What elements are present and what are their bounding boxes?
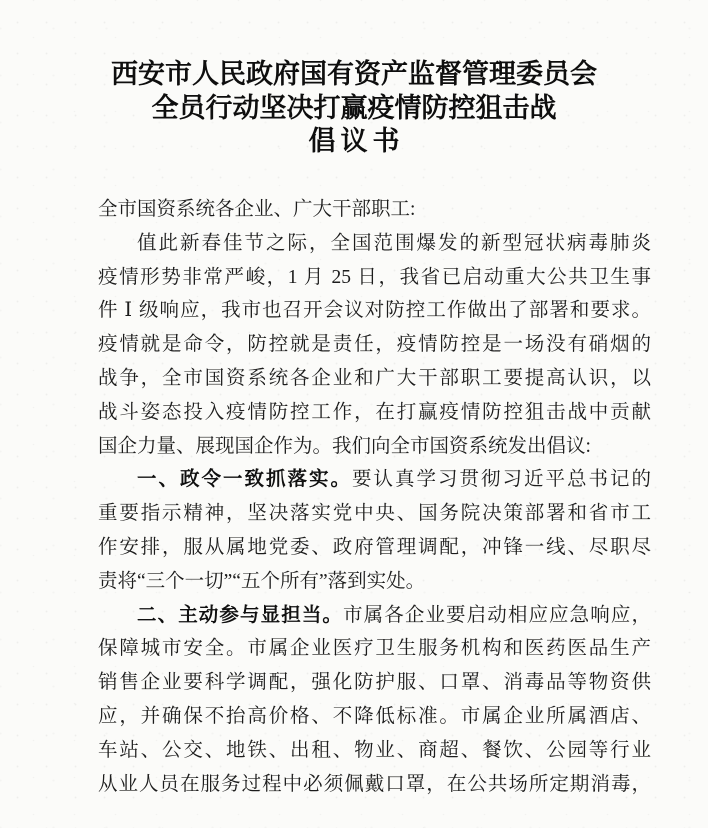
document-line [98,294,651,328]
document-line [98,227,651,261]
document-line [98,734,651,768]
line-text: 要认真学习贯彻习近平总书记的 [352,469,651,491]
line-text: 值此新春佳节之际，全国范围爆发的新型冠状病毒肺炎 [137,232,651,254]
line-text: 作安排，服从属地党委、政府管理调配，冲锋一线、尽职尽 [98,536,651,558]
document-line [98,463,651,497]
line-text: 国企力量、展现国企作为。我们向全市国资系统发出倡议: [98,435,591,457]
document-line [98,700,651,734]
title-line-3: 倡议书 [308,126,405,156]
document-line [98,768,651,802]
document-line [98,362,651,396]
document-line [98,430,651,464]
document-line [98,396,651,430]
line-text: 车站、公交、地铁、出租、物业、商超、餐饮、公园等行业 [98,739,651,761]
document-line [98,531,651,565]
line-text: 件 Ⅰ 级响应，我市也召开会议对防控工作做出了部署和要求。 [98,300,651,322]
document-line [98,497,651,531]
line-text: 战争，全市国资系统各企业和广大干部职工要提高认识，以 [98,367,651,389]
document-line [98,261,651,295]
document-line [98,565,651,599]
line-text: 销售企业要科学调配，强化防护服、口罩、消毒品等物资供 [98,672,651,694]
title-line-2: 全员行动坚决打赢疫情防控狙击战 [151,92,557,123]
line-text: 战斗姿态投入疫情防控工作，在打赢疫情防控狙击战中贡献 [98,401,651,423]
document-line [98,328,651,362]
line-text: 疫情就是命令，防控就是责任，疫情防控是一场没有硝烟的 [98,334,651,356]
line-text: 应，并确保不抬高价格、不降低标准。市属企业所属酒店、 [98,705,651,727]
document-line [98,193,651,227]
line-text: 重要指示精神，坚决落实党中央、国务院决策部署和省市工 [98,503,651,525]
document-line [98,632,651,666]
document-title [0,58,708,159]
line-text: 责将“三个一切”“五个所有”落到实处。 [98,570,426,592]
document-line [98,599,651,633]
title-line-1: 西安市人民政府国有资产监督管理委员会 [111,59,597,89]
line-text: 全市国资系统各企业、广大干部职工: [98,199,416,220]
document-body [98,193,651,801]
line-text: 疫情形势非常严峻，1 月 25 日，我省已启动重大公共卫生事 [98,266,651,288]
document-line [98,666,651,700]
section-heading: 一、政令一致抓落实。 [137,468,352,491]
section-heading: 二、主动参与显担当。 [137,603,344,626]
line-text: 从业人员在服务过程中必须佩戴口罩，在公共场所定期消毒， [98,773,651,795]
line-text: 市属各企业要启动相应应急响应， [343,604,651,626]
line-text: 保障城市安全。市属企业医疗卫生服务机构和医药医品生产 [98,638,651,660]
